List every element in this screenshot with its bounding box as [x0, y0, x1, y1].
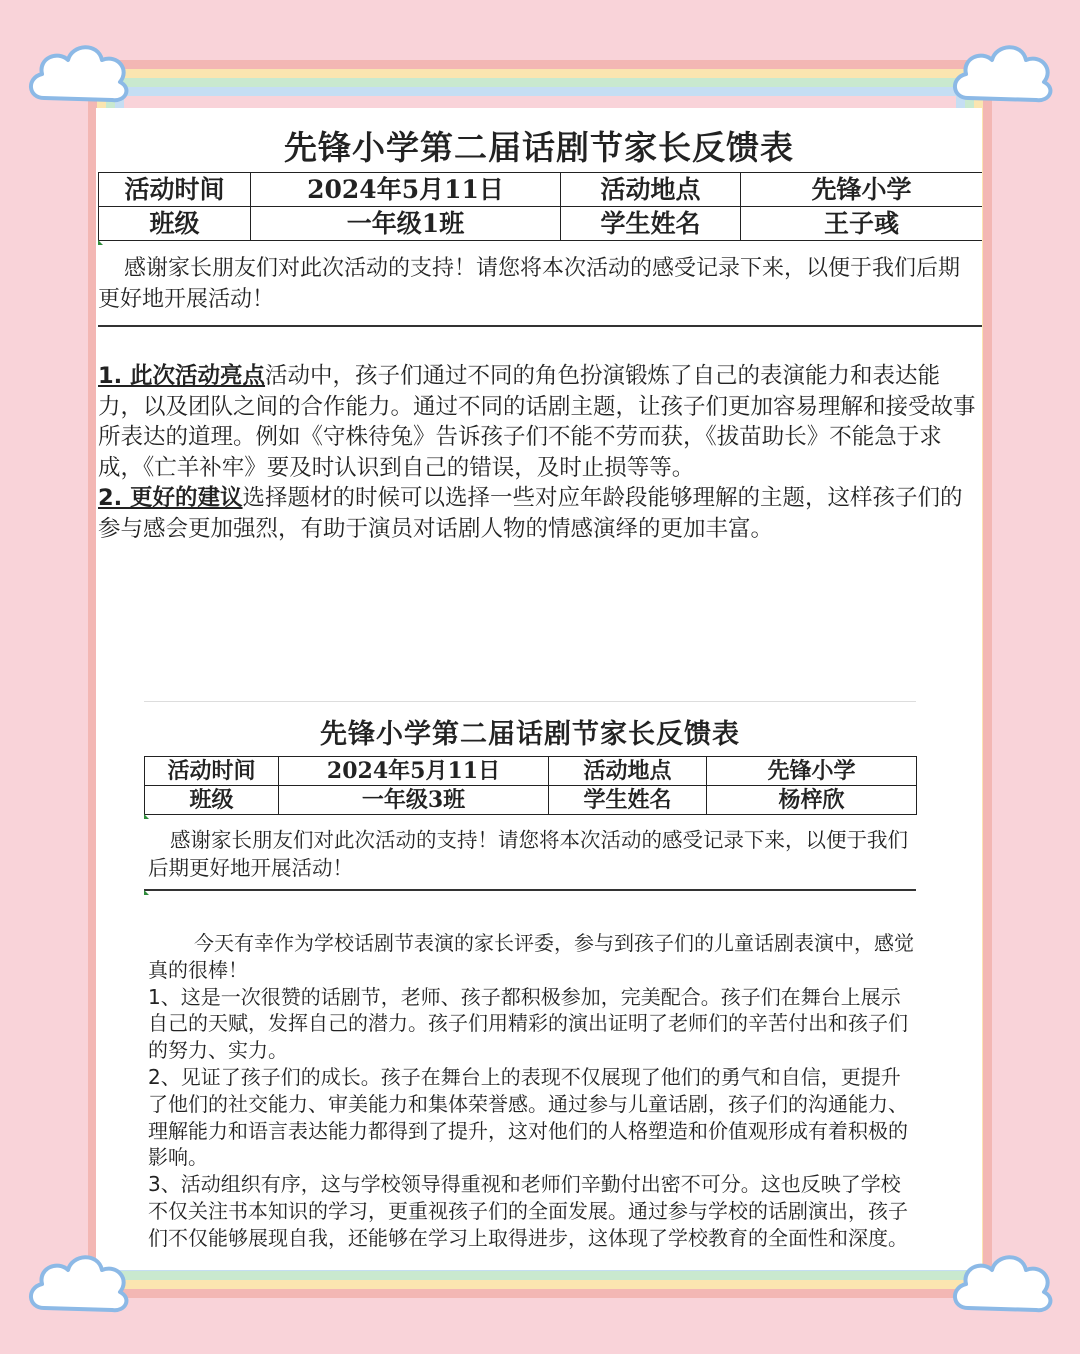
form1-info-table — [98, 172, 982, 241]
form2-point: 1、这是一次很赞的话剧节，老师、孩子都积极参加，完美配合。孩子们在舞台上展示自己的天赋，发挥自己的潜力。孩子们用精彩的演出证明了老师们的辛苦付出和孩子们的努力、实力。 — [148, 984, 908, 1063]
form2-point: 2、见证了孩子们的成长。孩子在舞台上的表现不仅展现了他们的勇气和自信，更提升了他们的社交能力、审美能力和集体荣誉感。通过参与儿童话剧，孩子们的沟通能力、理解能力和语言表达能力都得到了提升，这对他们的人格塑造和价值观形成有着积极的影响。 — [148, 1064, 908, 1170]
table-cell: 活动时间 — [99, 173, 251, 207]
table-row — [145, 786, 917, 815]
cloud-icon — [946, 1246, 1058, 1318]
table-cell: 班级 — [145, 786, 279, 815]
table-cell: 活动地点 — [561, 173, 741, 207]
form2-point: 3、活动组织有序，这与学校领导得重视和老师们辛勤付出密不可分。这也反映了学校不仅关注书本知识的学习，更重视孩子们的全面发展。通过参与学校的话剧演出，孩子们不仅能够展现自我，还能够在学习上取得进步，这体现了学校教育的全面性和深度。 — [148, 1172, 908, 1250]
form1-section1 — [98, 361, 980, 483]
form1-title: 先锋小学第二届话剧节家长反馈表 — [284, 128, 794, 167]
table-cell: 先锋小学 — [707, 757, 917, 786]
table-cell: 2024年5月11日 — [279, 757, 549, 786]
form1-body — [98, 361, 980, 544]
cloud-icon — [22, 1246, 134, 1318]
form2-body — [148, 930, 914, 1252]
section-label: 1. 此次活动亮点 — [98, 363, 266, 389]
table-row — [99, 207, 983, 241]
table-cell: 2024年5月11日 — [251, 173, 561, 207]
cell-marker-icon — [98, 240, 103, 245]
table-row — [145, 757, 917, 786]
divider — [144, 889, 916, 891]
table-cell: 一年级3班 — [279, 786, 549, 815]
cell-marker-icon — [144, 890, 149, 895]
form2-lead: 今天有幸作为学校话剧节表演的家长评委，参与到孩子们的儿童话剧表演中，感觉真的很棒！ — [148, 931, 914, 982]
table-row — [99, 173, 983, 207]
table-cell: 杨梓欣 — [707, 786, 917, 815]
divider — [98, 325, 982, 327]
section-text: 活动中，孩子们通过不同的角色扮演锻炼了自己的表演能力和表达能力，以及团队之间的合作能力。通过不同的话剧主题，让孩子们更加容易理解和接受故事所表达的道理。例如《守株待兔》告诉孩子们不能不劳而获，《拔苗助长》不能急于求成，《亡羊补牢》要及时认识到自己的错误，及时止损等等。 — [98, 363, 976, 481]
table-cell: 班级 — [99, 207, 251, 241]
table-cell: 王子彧 — [741, 207, 983, 241]
form2-intro: 感谢家长朋友们对此次活动的支持！请您将本次活动的感受记录下来，以便于我们后期更好地开展活动！ — [148, 828, 908, 880]
table-cell: 学生姓名 — [549, 786, 707, 815]
feedback-sheet — [96, 108, 982, 1270]
table-cell: 先锋小学 — [741, 173, 983, 207]
form2-info-table — [144, 756, 917, 815]
section-label: 2. 更好的建议 — [98, 485, 243, 511]
table-cell: 活动地点 — [549, 757, 707, 786]
table-cell: 一年级1班 — [251, 207, 561, 241]
cell-marker-icon — [144, 814, 149, 819]
section-text: 选择题材的时候可以选择一些对应年龄段能够理解的主题，这样孩子们的参与感会更加强烈，有助于演员对话剧人物的情感演绎的更加丰富。 — [98, 485, 963, 542]
form1-intro: 感谢家长朋友们对此次活动的支持！请您将本次活动的感受记录下来，以便于我们后期更好地开展活动！ — [98, 256, 961, 312]
table-cell: 活动时间 — [145, 757, 279, 786]
cloud-icon — [946, 36, 1058, 108]
form2-title: 先锋小学第二届话剧节家长反馈表 — [320, 719, 740, 750]
table-cell: 学生姓名 — [561, 207, 741, 241]
form1-section2 — [98, 483, 980, 544]
cloud-icon — [22, 36, 134, 108]
divider — [144, 701, 916, 702]
